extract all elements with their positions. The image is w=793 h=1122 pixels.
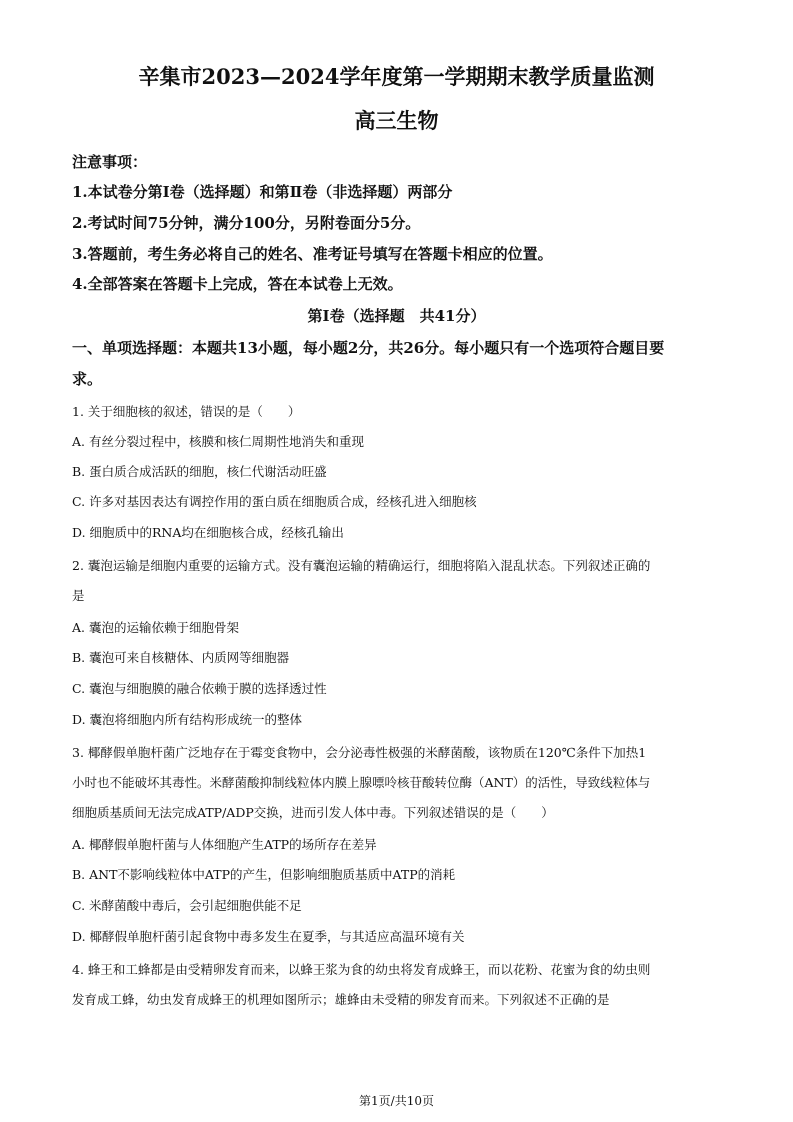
page-number: 第1页/共10页: [359, 1094, 434, 1108]
question-3-option-d: D. 椰酵假单胞杆菌引起食物中毒多发生在夏季，与其适应高温环境有关: [72, 929, 465, 944]
question-1-stem: 1. 关于细胞核的叙述，错误的是（ ）: [72, 404, 301, 419]
question-1-option-d: D. 细胞质中的RNA均在细胞核合成，经核孔输出: [72, 525, 344, 540]
exam-title: 辛集市2023—2024学年度第一学期期末教学质量监测: [138, 64, 655, 89]
note-item: 2.考试时间75分钟，满分100分，另附卷面分5分。: [72, 214, 421, 232]
question-3-option-c: C. 米酵菌酸中毒后，会引起细胞供能不足: [72, 898, 302, 913]
question-1-option-c: C. 许多对基因表达有调控作用的蛋白质在细胞质合成，经核孔进入细胞核: [72, 494, 477, 509]
note-item: 4.全部答案在答题卡上完成，答在本试卷上无效。: [72, 275, 403, 293]
section-instructions-cont: 求。: [72, 370, 103, 388]
question-3-option-a: A. 椰酵假单胞杆菌与人体细胞产生ATP的场所存在差异: [72, 837, 377, 852]
section-instructions: 一、单项选择题：本题共13小题，每小题2分，共26分。每小题只有一个选项符合题目要: [72, 339, 665, 357]
question-2-option-b: B. 囊泡可来自核糖体、内质网等细胞器: [72, 650, 290, 665]
question-3-stem-cont: 小时也不能破坏其毒性。米酵菌酸抑制线粒体内膜上腺嘌呤核苷酸转位酶（ANT）的活性，导致线粒体与: [72, 775, 651, 790]
question-2-option-a: A. 囊泡的运输依赖于细胞骨架: [72, 620, 239, 635]
question-2-stem: 2. 囊泡运输是细胞内重要的运输方式。没有囊泡运输的精确运行，细胞将陷入混乱状态。下列叙述正确的: [72, 558, 651, 573]
question-1-option-b: B. 蛋白质合成活跃的细胞，核仁代谢活动旺盛: [72, 464, 327, 479]
question-1-option-a: A. 有丝分裂过程中，核膜和核仁周期性地消失和重现: [72, 434, 364, 449]
exam-subject: 高三生物: [354, 108, 439, 133]
question-2-stem-cont: 是: [72, 588, 85, 603]
question-4-stem: 4. 蜂王和工蜂都是由受精卵发育而来，以蜂王浆为食的幼虫将发育成蜂王，而以花粉、花蜜为食的幼虫则: [72, 962, 651, 977]
question-3-stem-cont: 细胞质基质间无法完成ATP/ADP交换，进而引发人体中毒。下列叙述错误的是（ ）: [72, 805, 554, 820]
note-item: 3.答题前，考生务必将自己的姓名、准考证号填写在答题卡相应的位置。: [72, 245, 553, 263]
question-2-option-d: D. 囊泡将细胞内所有结构形成统一的整体: [72, 712, 303, 727]
note-item: 1.本试卷分第Ⅰ卷（选择题）和第Ⅱ卷（非选择题）两部分: [72, 183, 453, 201]
question-3-stem: 3. 椰酵假单胞杆菌广泛地存在于霉变食物中，会分泌毒性极强的米酵菌酸，该物质在120℃条件下加热1: [72, 745, 647, 760]
notes-heading: 注意事项：: [72, 153, 148, 171]
part1-heading: 第Ⅰ卷（选择题 共41分）: [307, 307, 486, 325]
question-2-option-c: C. 囊泡与细胞膜的融合依赖于膜的选择透过性: [72, 681, 327, 696]
question-3-option-b: B. ANT不影响线粒体中ATP的产生，但影响细胞质基质中ATP的消耗: [72, 867, 456, 882]
question-4-stem-cont: 发育成工蜂，幼虫发育成蜂王的机理如图所示；雄蜂由未受精的卵发育而来。下列叙述不正确的是: [72, 992, 610, 1007]
